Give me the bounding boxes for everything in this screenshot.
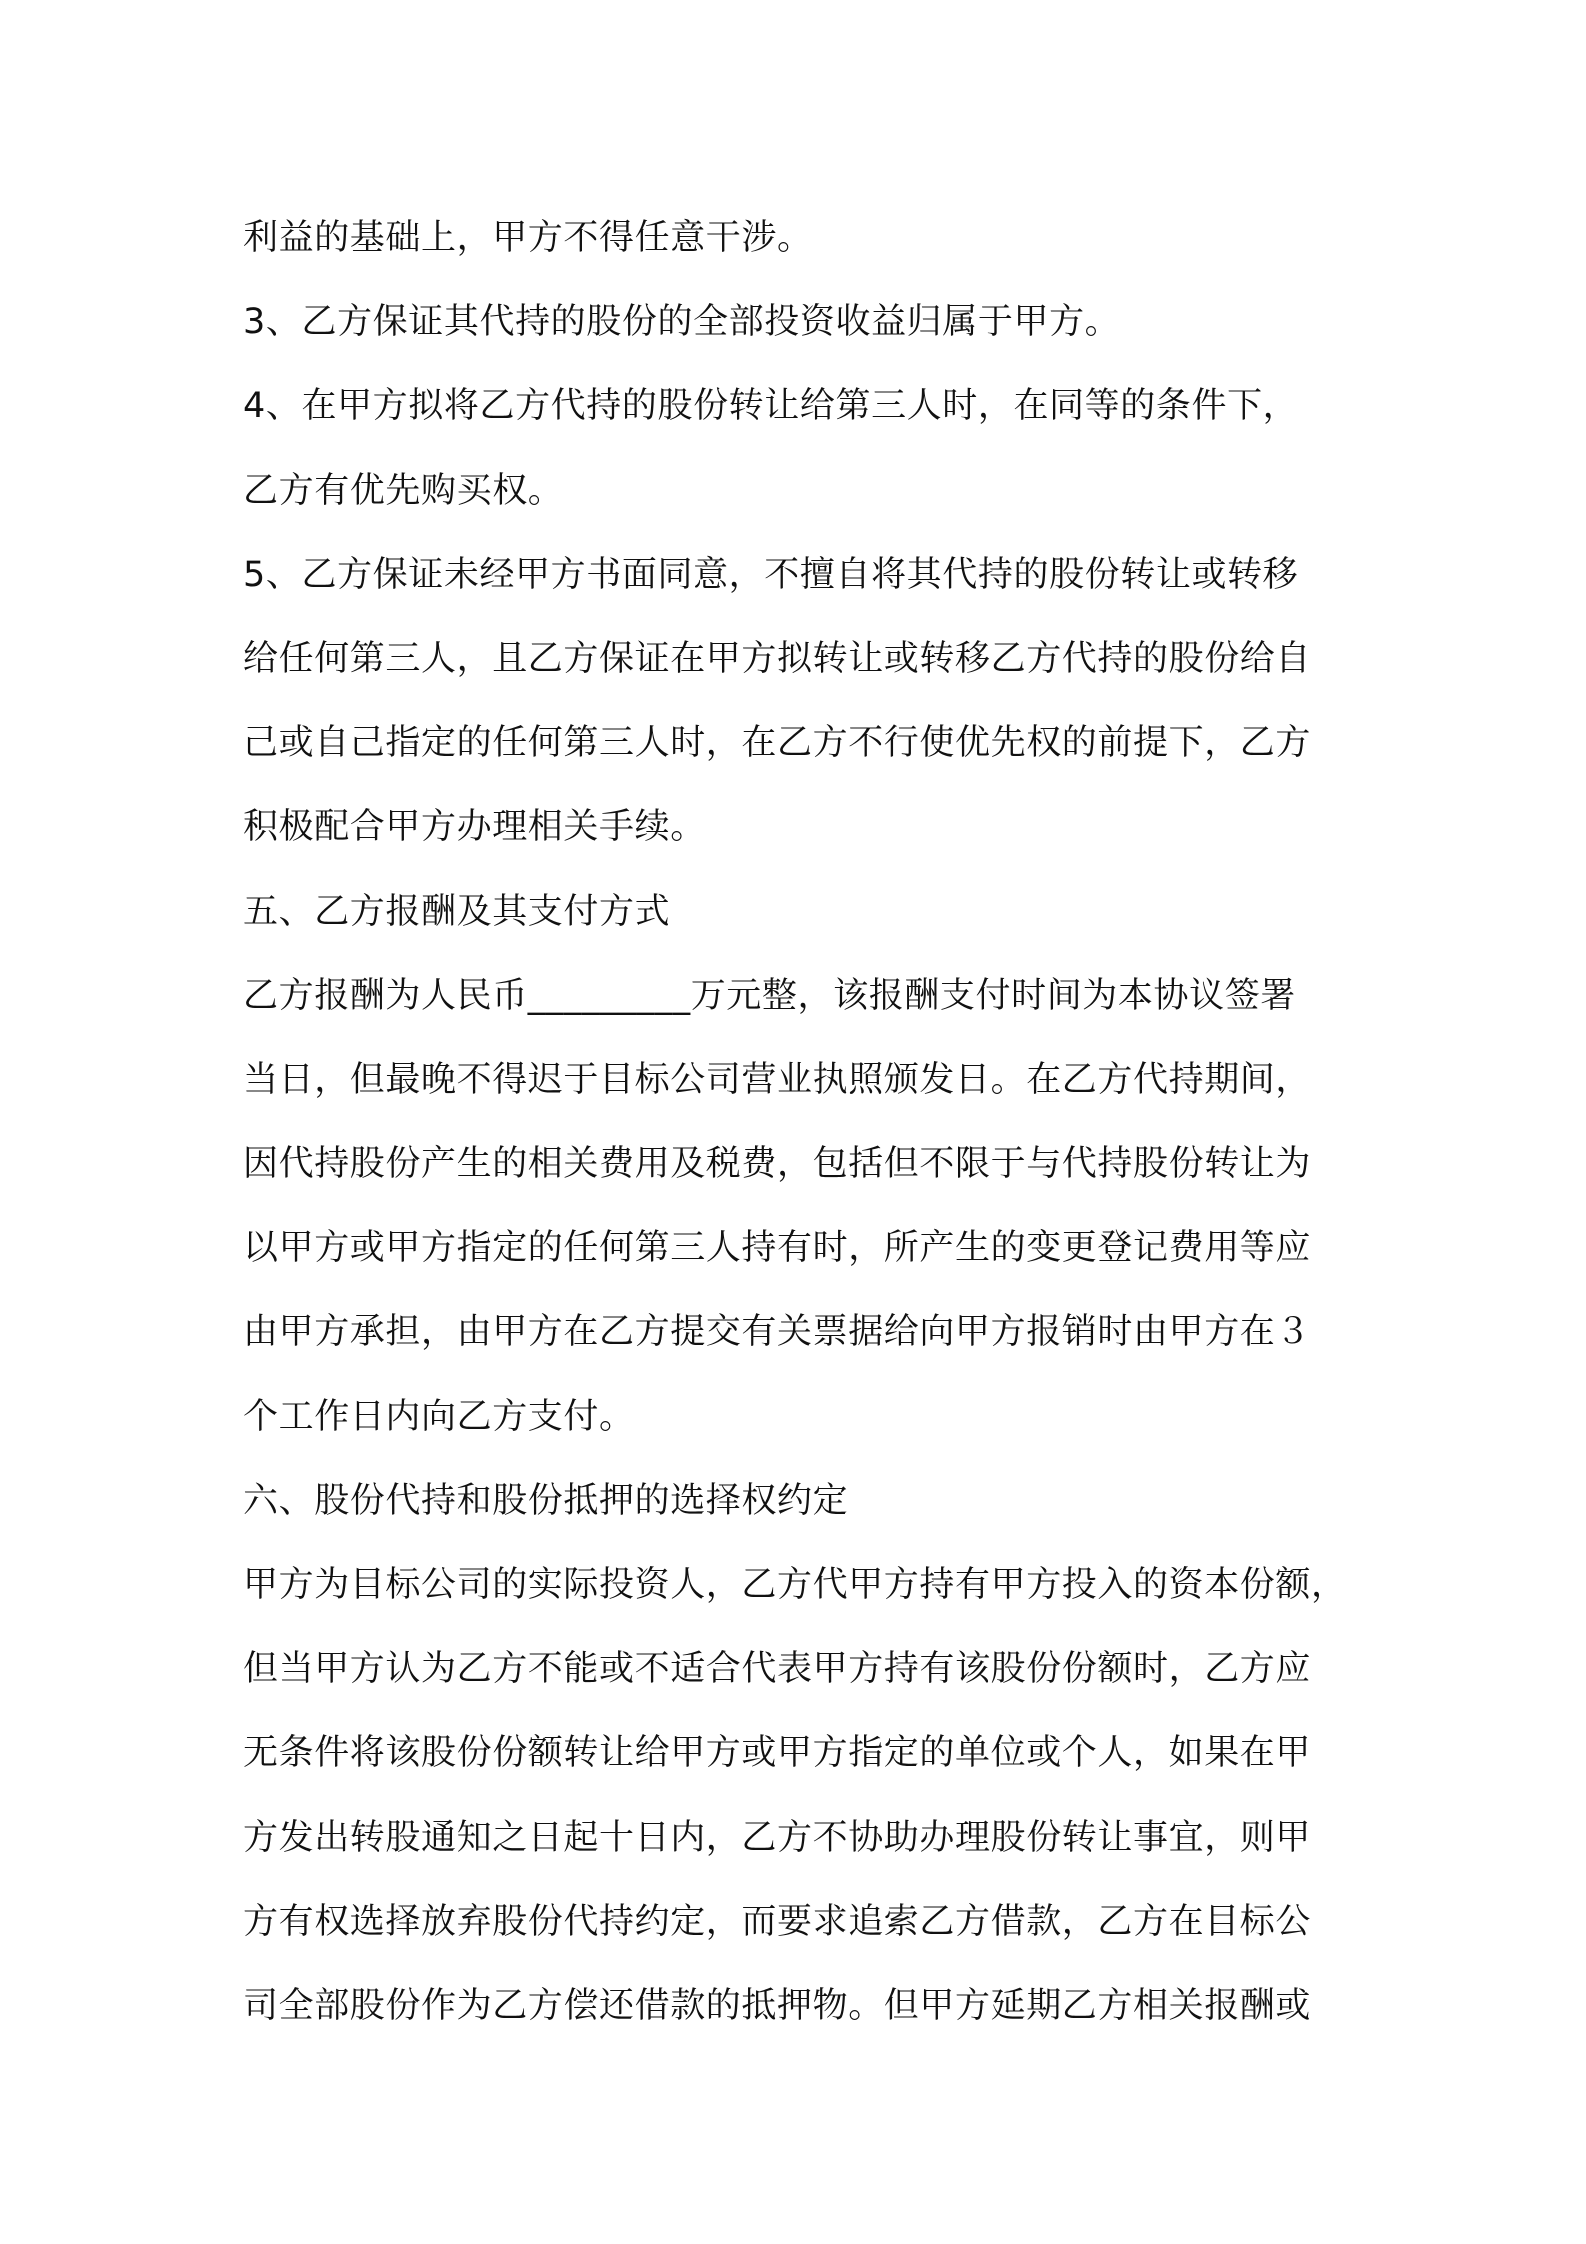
- document-body: [243, 196, 1363, 2048]
- text-line: 乙方有优先购买权。: [243, 470, 564, 511]
- text-line: 乙方报酬为人民币_________万元整，该报酬支付时间为本协议签署: [243, 975, 1296, 1016]
- text-line: 以甲方或甲方指定的任何第三人持有时，所产生的变更登记费用等应: [243, 1228, 1312, 1269]
- text-line: 利益的基础上，甲方不得任意干涉。: [243, 218, 813, 258]
- clause-item: 3、乙方保证其代持的股份的全部投资收益归属于甲方。: [243, 302, 1121, 343]
- text-line: 积极配合甲方办理相关手续。: [243, 807, 706, 848]
- text-line: 但当甲方认为乙方不能或不适合代表甲方持有该股份份额时，乙方应: [243, 1649, 1312, 1690]
- section-heading: 五、乙方报酬及其支付方式: [243, 891, 671, 932]
- clause-item: 4、在甲方拟将乙方代持的股份转让给第三人时，在同等的条件下，: [243, 386, 1299, 427]
- text-line: 无条件将该股份份额转让给甲方或甲方指定的单位或个人，如果在甲: [243, 1733, 1312, 1774]
- text-line: 甲方为目标公司的实际投资人，乙方代甲方持有甲方投入的资本份额，: [243, 1565, 1347, 1605]
- section-heading: 六、股份代持和股份抵押的选择权约定: [243, 1480, 849, 1521]
- clause-item: 5、乙方保证未经甲方书面同意，不擅自将其代持的股份转让或转移: [243, 554, 1299, 595]
- text-line: 司全部股份作为乙方偿还借款的抵押物。但甲方延期乙方相关报酬或: [243, 1985, 1312, 2026]
- text-line: 当日，但最晚不得迟于目标公司营业执照颁发日。在乙方代持期间，: [243, 1059, 1312, 1100]
- text-line: 因代持股份产生的相关费用及税费，包括但不限于与代持股份转让为: [243, 1144, 1312, 1185]
- text-line: 己或自己指定的任何第三人时，在乙方不行使优先权的前提下，乙方: [243, 723, 1312, 764]
- text-line: 给任何第三人，且乙方保证在甲方拟转让或转移乙方代持的股份给自: [243, 638, 1312, 679]
- text-line: 方有权选择放弃股份代持约定，而要求追索乙方借款，乙方在目标公: [243, 1901, 1312, 1942]
- text-line: 由甲方承担，由甲方在乙方提交有关票据给向甲方报销时由甲方在３: [243, 1312, 1312, 1353]
- text-line: 方发出转股通知之日起十日内，乙方不协助办理股份转让事宜，则甲: [243, 1817, 1312, 1858]
- text-line: 个工作日内向乙方支付。: [243, 1396, 635, 1437]
